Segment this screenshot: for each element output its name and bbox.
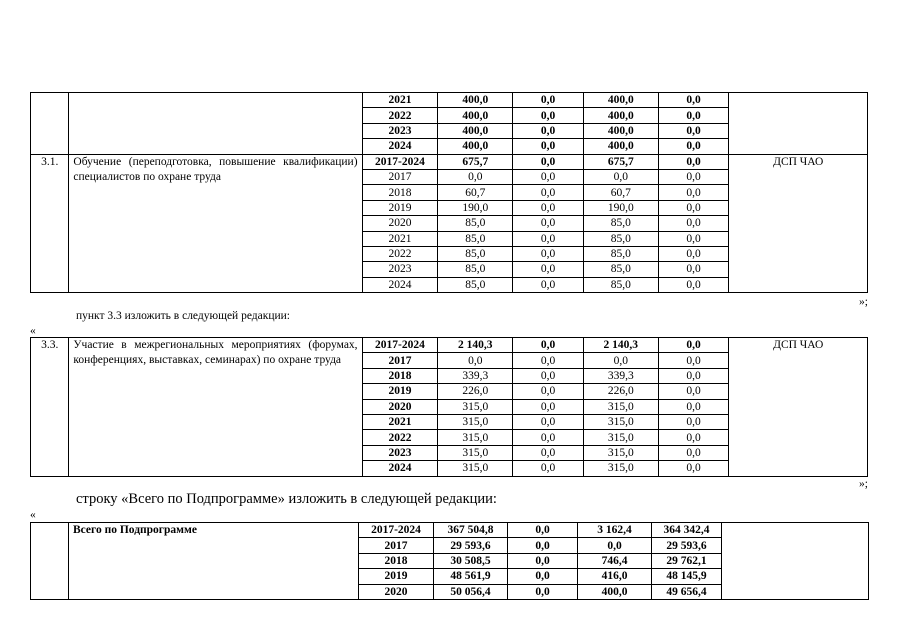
total-number-cell	[31, 523, 69, 600]
total-cell: 50 056,4	[434, 584, 508, 599]
district-budget-cell: 315,0	[583, 399, 658, 414]
total-cell: 30 508,5	[434, 553, 508, 568]
total-cell: 400,0	[438, 93, 513, 108]
federal-budget-cell: 0,0	[513, 368, 584, 383]
item-description-cell: Участие в межрегиональных мероприятиях (форумах, конференциях, выставках, семинарах) по охране труда	[69, 338, 362, 477]
year-cell: 2019	[359, 569, 434, 584]
federal-budget-cell: 0,0	[513, 445, 584, 460]
federal-budget-cell: 0,0	[513, 169, 584, 184]
year-cell: 2017-2024	[362, 338, 438, 353]
year-cell: 2017-2024	[359, 523, 434, 538]
other-sources-cell: 0,0	[658, 461, 729, 476]
other-sources-cell: 0,0	[658, 353, 729, 368]
other-sources-cell: 29 762,1	[652, 553, 722, 568]
year-cell: 2019	[362, 384, 438, 399]
district-budget-cell: 0,0	[583, 353, 658, 368]
instruction-text-2: строку «Всего по Подпрограмме» изложить в следующей редакции:	[76, 491, 497, 507]
district-budget-cell: 85,0	[583, 216, 658, 231]
total-cell: 85,0	[438, 231, 513, 246]
year-cell: 2023	[362, 123, 438, 138]
total-cell: 0,0	[438, 353, 513, 368]
district-budget-cell: 400,0	[578, 584, 652, 599]
other-sources-cell: 49 656,4	[652, 584, 722, 599]
item-description-cell: Обучение (переподготовка, повышение квалификации) специалистов по охране труда	[69, 154, 362, 293]
district-budget-cell: 400,0	[583, 108, 658, 123]
number-cell	[31, 93, 69, 155]
total-cell: 315,0	[438, 399, 513, 414]
executor-cell: ДСП ЧАО	[729, 154, 868, 293]
district-budget-cell: 226,0	[583, 384, 658, 399]
federal-budget-cell: 0,0	[513, 246, 584, 261]
district-budget-cell: 315,0	[583, 430, 658, 445]
program-table-section-3-1	[30, 92, 868, 293]
total-cell: 400,0	[438, 139, 513, 154]
other-sources-cell: 0,0	[658, 399, 729, 414]
closing-quote-2: »;	[859, 478, 868, 490]
other-sources-cell: 0,0	[658, 246, 729, 261]
year-cell: 2022	[362, 430, 438, 445]
federal-budget-cell: 0,0	[508, 523, 578, 538]
federal-budget-cell: 0,0	[513, 430, 584, 445]
district-budget-cell: 85,0	[583, 231, 658, 246]
table-row	[31, 523, 869, 538]
other-sources-cell: 0,0	[658, 368, 729, 383]
year-cell: 2020	[359, 584, 434, 599]
total-cell: 190,0	[438, 200, 513, 215]
other-sources-cell: 364 342,4	[652, 523, 722, 538]
district-budget-cell: 416,0	[578, 569, 652, 584]
total-cell: 226,0	[438, 384, 513, 399]
total-cell: 2 140,3	[438, 338, 513, 353]
total-cell: 339,3	[438, 368, 513, 383]
total-cell: 315,0	[438, 414, 513, 429]
federal-budget-cell: 0,0	[513, 216, 584, 231]
district-budget-cell: 2 140,3	[583, 338, 658, 353]
total-label-cell: Всего по Подпрограмме	[69, 523, 359, 600]
total-cell: 0,0	[438, 169, 513, 184]
table-row	[31, 154, 868, 169]
district-budget-cell: 400,0	[583, 139, 658, 154]
federal-budget-cell: 0,0	[513, 185, 584, 200]
district-budget-cell: 746,4	[578, 553, 652, 568]
year-cell: 2021	[362, 231, 438, 246]
other-sources-cell: 0,0	[658, 185, 729, 200]
district-budget-cell: 675,7	[583, 154, 658, 169]
executor-cell: ДСП ЧАО	[729, 338, 868, 477]
year-cell: 2017-2024	[362, 154, 438, 169]
total-cell: 367 504,8	[434, 523, 508, 538]
total-cell: 675,7	[438, 154, 513, 169]
other-sources-cell: 0,0	[658, 414, 729, 429]
other-sources-cell: 0,0	[658, 338, 729, 353]
other-sources-cell: 0,0	[658, 93, 729, 108]
other-sources-cell: 0,0	[658, 277, 729, 292]
district-budget-cell: 0,0	[583, 169, 658, 184]
district-budget-cell: 85,0	[583, 277, 658, 292]
instruction-text-1: пункт 3.3 изложить в следующей редакции:	[76, 310, 290, 322]
year-cell: 2017	[359, 538, 434, 553]
table-row	[31, 338, 868, 353]
item-number-cell: 3.1.	[31, 154, 69, 293]
total-cell: 400,0	[438, 123, 513, 138]
closing-quote-1: »;	[859, 296, 868, 308]
district-budget-cell: 315,0	[583, 445, 658, 460]
other-sources-cell: 0,0	[658, 430, 729, 445]
opening-quote-2: «	[30, 509, 36, 521]
year-cell: 2019	[362, 200, 438, 215]
year-cell: 2023	[362, 262, 438, 277]
district-budget-cell: 400,0	[583, 123, 658, 138]
year-cell: 2022	[362, 108, 438, 123]
other-sources-cell: 0,0	[658, 169, 729, 184]
table-row	[31, 93, 868, 108]
total-cell: 315,0	[438, 461, 513, 476]
district-budget-cell: 85,0	[583, 262, 658, 277]
federal-budget-cell: 0,0	[513, 200, 584, 215]
federal-budget-cell: 0,0	[513, 399, 584, 414]
district-budget-cell: 3 162,4	[578, 523, 652, 538]
district-budget-cell: 0,0	[578, 538, 652, 553]
district-budget-cell: 339,3	[583, 368, 658, 383]
total-cell: 400,0	[438, 108, 513, 123]
opening-quote-1: «	[30, 325, 36, 337]
total-cell: 48 561,9	[434, 569, 508, 584]
other-sources-cell: 0,0	[658, 108, 729, 123]
year-cell: 2023	[362, 445, 438, 460]
district-budget-cell: 400,0	[583, 93, 658, 108]
district-budget-cell: 190,0	[583, 200, 658, 215]
year-cell: 2021	[362, 93, 438, 108]
year-cell: 2017	[362, 169, 438, 184]
year-cell: 2024	[362, 461, 438, 476]
year-cell: 2021	[362, 414, 438, 429]
total-cell: 60,7	[438, 185, 513, 200]
federal-budget-cell: 0,0	[513, 338, 584, 353]
year-cell: 2018	[362, 185, 438, 200]
total-cell: 85,0	[438, 277, 513, 292]
district-budget-cell: 85,0	[583, 246, 658, 261]
district-budget-cell: 315,0	[583, 461, 658, 476]
district-budget-cell: 60,7	[583, 185, 658, 200]
other-sources-cell: 29 593,6	[652, 538, 722, 553]
year-cell: 2020	[362, 216, 438, 231]
federal-budget-cell: 0,0	[513, 262, 584, 277]
total-cell: 29 593,6	[434, 538, 508, 553]
executor-cell	[722, 523, 869, 600]
federal-budget-cell: 0,0	[508, 553, 578, 568]
federal-budget-cell: 0,0	[513, 231, 584, 246]
executor-cell	[729, 93, 868, 155]
year-cell: 2022	[362, 246, 438, 261]
other-sources-cell: 0,0	[658, 216, 729, 231]
other-sources-cell: 0,0	[658, 231, 729, 246]
program-table-section-3-3	[30, 337, 868, 477]
federal-budget-cell: 0,0	[513, 139, 584, 154]
federal-budget-cell: 0,0	[513, 123, 584, 138]
other-sources-cell: 48 145,9	[652, 569, 722, 584]
total-cell: 315,0	[438, 445, 513, 460]
other-sources-cell: 0,0	[658, 154, 729, 169]
year-cell: 2018	[359, 553, 434, 568]
total-cell: 85,0	[438, 216, 513, 231]
item-number-cell: 3.3.	[31, 338, 69, 477]
program-total-table	[30, 522, 869, 600]
federal-budget-cell: 0,0	[508, 538, 578, 553]
federal-budget-cell: 0,0	[508, 584, 578, 599]
year-cell: 2017	[362, 353, 438, 368]
total-cell: 85,0	[438, 246, 513, 261]
federal-budget-cell: 0,0	[513, 414, 584, 429]
other-sources-cell: 0,0	[658, 262, 729, 277]
other-sources-cell: 0,0	[658, 384, 729, 399]
federal-budget-cell: 0,0	[513, 277, 584, 292]
total-cell: 85,0	[438, 262, 513, 277]
other-sources-cell: 0,0	[658, 139, 729, 154]
total-cell: 315,0	[438, 430, 513, 445]
federal-budget-cell: 0,0	[508, 569, 578, 584]
federal-budget-cell: 0,0	[513, 93, 584, 108]
year-cell: 2018	[362, 368, 438, 383]
other-sources-cell: 0,0	[658, 123, 729, 138]
district-budget-cell: 315,0	[583, 414, 658, 429]
federal-budget-cell: 0,0	[513, 353, 584, 368]
federal-budget-cell: 0,0	[513, 108, 584, 123]
other-sources-cell: 0,0	[658, 200, 729, 215]
year-cell: 2024	[362, 277, 438, 292]
other-sources-cell: 0,0	[658, 445, 729, 460]
federal-budget-cell: 0,0	[513, 461, 584, 476]
federal-budget-cell: 0,0	[513, 154, 584, 169]
year-cell: 2024	[362, 139, 438, 154]
year-cell: 2020	[362, 399, 438, 414]
federal-budget-cell: 0,0	[513, 384, 584, 399]
description-cell	[69, 93, 362, 155]
